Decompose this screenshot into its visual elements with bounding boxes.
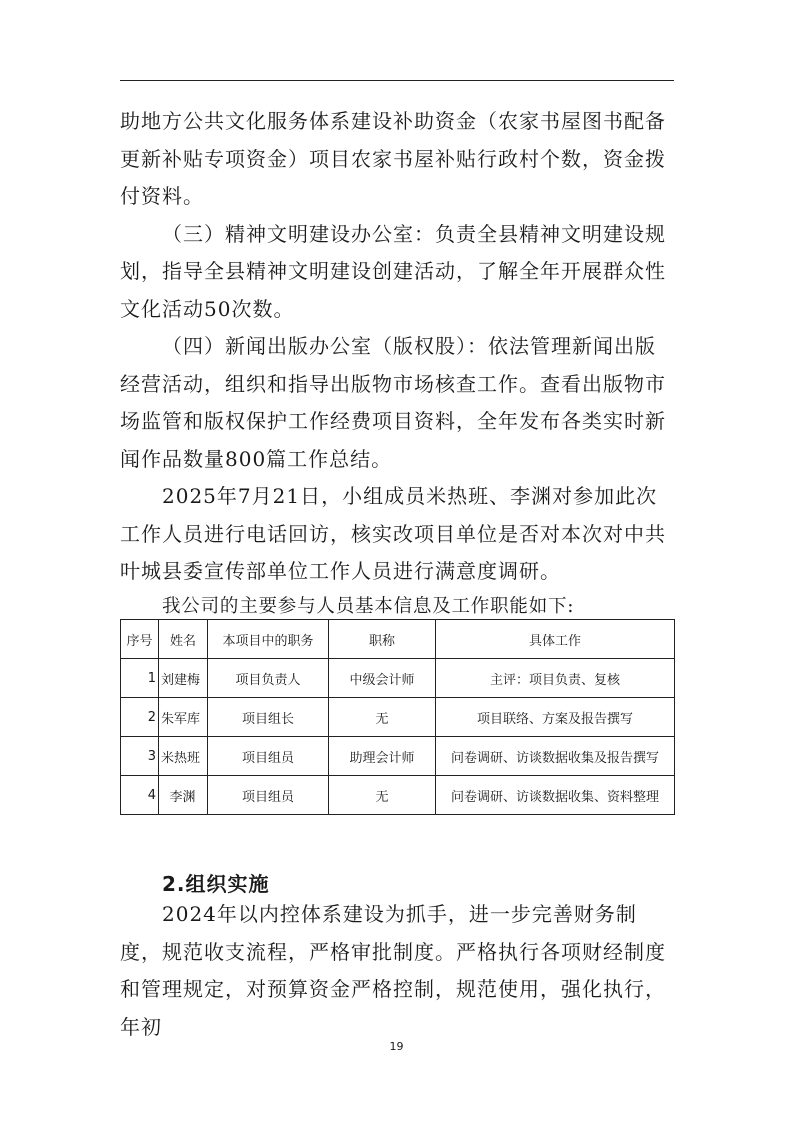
paragraph: 2024年以内控体系建设为抓手，进一步完善财务制度，规范收支流程，严格审批制度。严格执行各项财经制度和管理规定，对预算资金严格控制，规范使用，强化执行，年初 (120, 902, 666, 1039)
header-cell: 具体工作 (436, 620, 675, 659)
table-caption: 我公司的主要参与人员基本信息及工作职能如下: (162, 596, 575, 617)
section-title: 2.组织实施 (162, 872, 270, 896)
cell-duties: 主评：项目负责、复核 (436, 659, 675, 698)
cell-name: 朱军库 (159, 698, 208, 737)
cell-title: 助理会计师 (329, 737, 436, 776)
table-row (121, 659, 675, 698)
cell-name: 刘建梅 (159, 659, 208, 698)
cell-title: 中级会计师 (329, 659, 436, 698)
paragraph: （四）新闻出版办公室（版权股）：依法管理新闻出版经营活动，组织和指导出版物市场核查工作。查看出版物市场监管和版权保护工作经费项目资料，全年发布各类实时新闻作品数量800篇工作总结。 (120, 334, 666, 471)
cell-duties: 项目联络、方案及报告撰写 (436, 698, 675, 737)
header-cell: 序号 (121, 620, 159, 659)
paragraph: （三）精神文明建设办公室：负责全县精神文明建设规划，指导全县精神文明建设创建活动，了解全年开展群众性文化活动50次数。 (120, 221, 666, 321)
cell-number: 1 (121, 659, 159, 698)
table-row (121, 737, 675, 776)
cell-title: 无 (329, 698, 436, 737)
cell-number: 3 (121, 737, 159, 776)
body-text-top (120, 103, 674, 591)
cell-role: 项目组员 (208, 776, 329, 815)
staff-table (120, 619, 675, 815)
cell-role: 项目负责人 (208, 659, 329, 698)
header-cell: 本项目中的职务 (208, 620, 329, 659)
page-number: 19 (389, 1040, 404, 1053)
paragraph: 助地方公共文化服务体系建设补助资金（农家书屋图书配备更新补贴专项资金）项目农家书屋补贴行政村个数，资金拨付资料。 (120, 109, 666, 208)
table-row (121, 698, 675, 737)
table-header-row (121, 620, 675, 659)
cell-title: 无 (329, 776, 436, 815)
cell-duties: 问卷调研、访谈数据收集及报告撰写 (436, 737, 675, 776)
table-row (121, 776, 675, 815)
cell-role: 项目组长 (208, 698, 329, 737)
cell-number: 2 (121, 698, 159, 737)
cell-role: 项目组员 (208, 737, 329, 776)
cell-number: 4 (121, 776, 159, 815)
header-cell: 职称 (329, 620, 436, 659)
cell-name: 李渊 (159, 776, 208, 815)
body-text-bottom (120, 896, 674, 1046)
cell-duties: 问卷调研、访谈数据收集、资料整理 (436, 776, 675, 815)
header-rule (120, 80, 674, 81)
header-cell: 姓名 (159, 620, 208, 659)
paragraph: 2025年7月21日，小组成员米热班、李渊对参加此次工作人员进行电话回访，核实改项目单位是否对本次对中共叶城县委宣传部单位工作人员进行满意度调研。 (120, 484, 666, 583)
cell-name: 米热班 (159, 737, 208, 776)
